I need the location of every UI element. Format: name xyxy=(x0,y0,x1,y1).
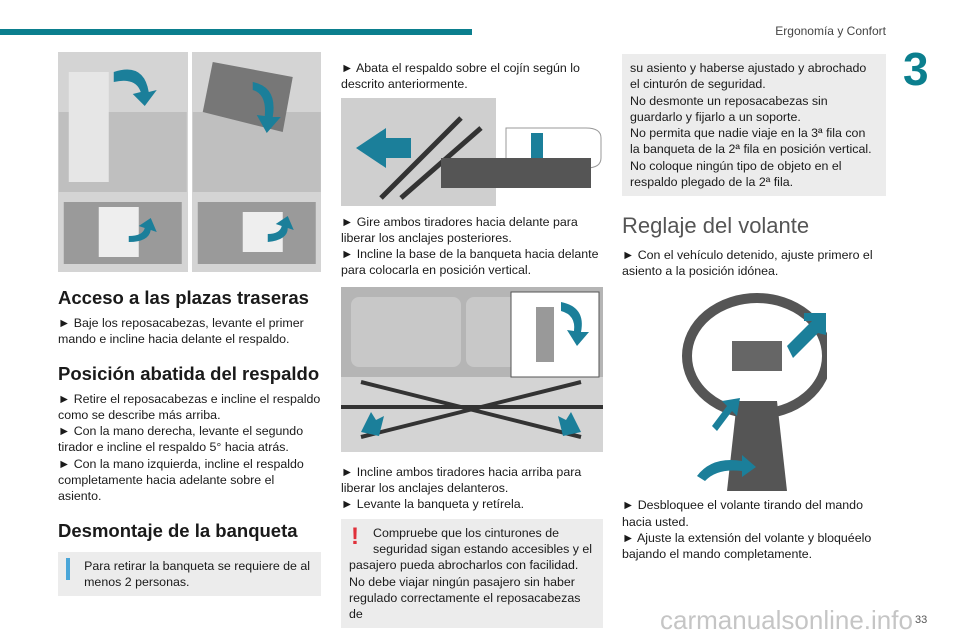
bench-front-anchor-illustration xyxy=(341,287,603,452)
note-line-2: No desmonte un reposacabezas sin guardarlo y fijarlo a un soporte. xyxy=(630,93,828,124)
warning-text: Compruebe que los cinturones de seguridad sigan estando accesibles y el pasajero pueda abrocharlos con facilidad. xyxy=(349,525,593,573)
info-text: Para retirar la banqueta se requiere de al menos 2 personas. xyxy=(84,558,311,589)
watermark: carmanualsonline.info xyxy=(660,605,913,635)
step-front-anchors: ► Incline ambos tiradores hacia arriba para liberar los anclajes delanteros. xyxy=(341,464,582,496)
warning-note xyxy=(341,519,603,629)
steering-wheel-illustration xyxy=(677,291,827,491)
warning-text-2: No debe viajar ningún pasajero sin haber regulado correctamente el reposacabezas de xyxy=(349,574,581,622)
column-1 xyxy=(58,52,321,596)
warning-icon: ! xyxy=(351,522,359,550)
column-3 xyxy=(622,54,886,562)
heading-access-rear: Acceso a las plazas traseras xyxy=(58,287,309,308)
step-fold-1: ► Retire el reposacabezas e incline el respaldo como se describe más arriba. xyxy=(58,391,321,422)
step-fold-2: ► Con la mano derecha, levante el segundo tirador e incline el respaldo 5° hacia atrás. xyxy=(58,424,304,455)
step-lift-bench: ► Levante la banqueta y retírela. xyxy=(341,497,525,512)
seat-illustration-1 xyxy=(58,52,188,272)
heading-folded-position: Posición abatida del respaldo xyxy=(58,362,320,384)
note-line-1: su asiento y haberse ajustado y abrochado el cinturón de seguridad. xyxy=(630,61,867,92)
step-rear-anchors: ► Gire ambos tiradores hacia delante para liberar los anclajes posteriores. xyxy=(341,214,578,245)
chapter-number: 3 xyxy=(903,43,929,95)
heading-remove-bench: Desmontaje de la banqueta xyxy=(58,519,298,541)
step-tilt-base: ► Incline la base de la banqueta hacia delante para colocarla en posición vertical. xyxy=(341,247,599,278)
step-unlock-wheel: ► Desbloquee el volante tirando del mando hacia usted. xyxy=(622,498,863,529)
info-note xyxy=(58,552,321,597)
column-2 xyxy=(341,60,603,628)
section-title: Ergonomía y Confort xyxy=(775,24,886,38)
step-fold-3: ► Con la mano izquierda, incline el respaldo completamente hacia adelante sobre el asiento. xyxy=(58,456,304,504)
warning-note-continued xyxy=(622,54,886,196)
heading-steering-adjust: Reglaje del volante xyxy=(622,213,810,239)
step-stop-vehicle: ► Con el vehículo detenido, ajuste primero el asiento a la posición idónea. xyxy=(622,247,873,278)
bench-rear-anchor-illustration xyxy=(341,98,603,206)
step-adjust-lock-wheel: ► Ajuste la extensión del volante y bloquéelo bajando el mando completamente. xyxy=(622,530,872,562)
header-bar xyxy=(0,29,472,35)
note-line-4: No coloque ningún tipo de objeto en el respaldo plegado de la 2ª fila. xyxy=(630,158,842,190)
info-icon xyxy=(66,558,70,580)
page-number: 33 xyxy=(915,614,928,626)
note-line-3: No permita que nadie viaje en la 3ª fila con la banqueta de la 2ª fila en posición vertical. xyxy=(630,126,872,157)
text-access-rear: ► Baje los reposacabezas, levante el primer mando e incline hacia delante el respaldo. xyxy=(58,316,304,347)
step-fold-backrest: ► Abata el respaldo sobre el cojín según lo descrito anteriormente. xyxy=(341,61,580,92)
seat-illustration-2 xyxy=(192,52,322,272)
